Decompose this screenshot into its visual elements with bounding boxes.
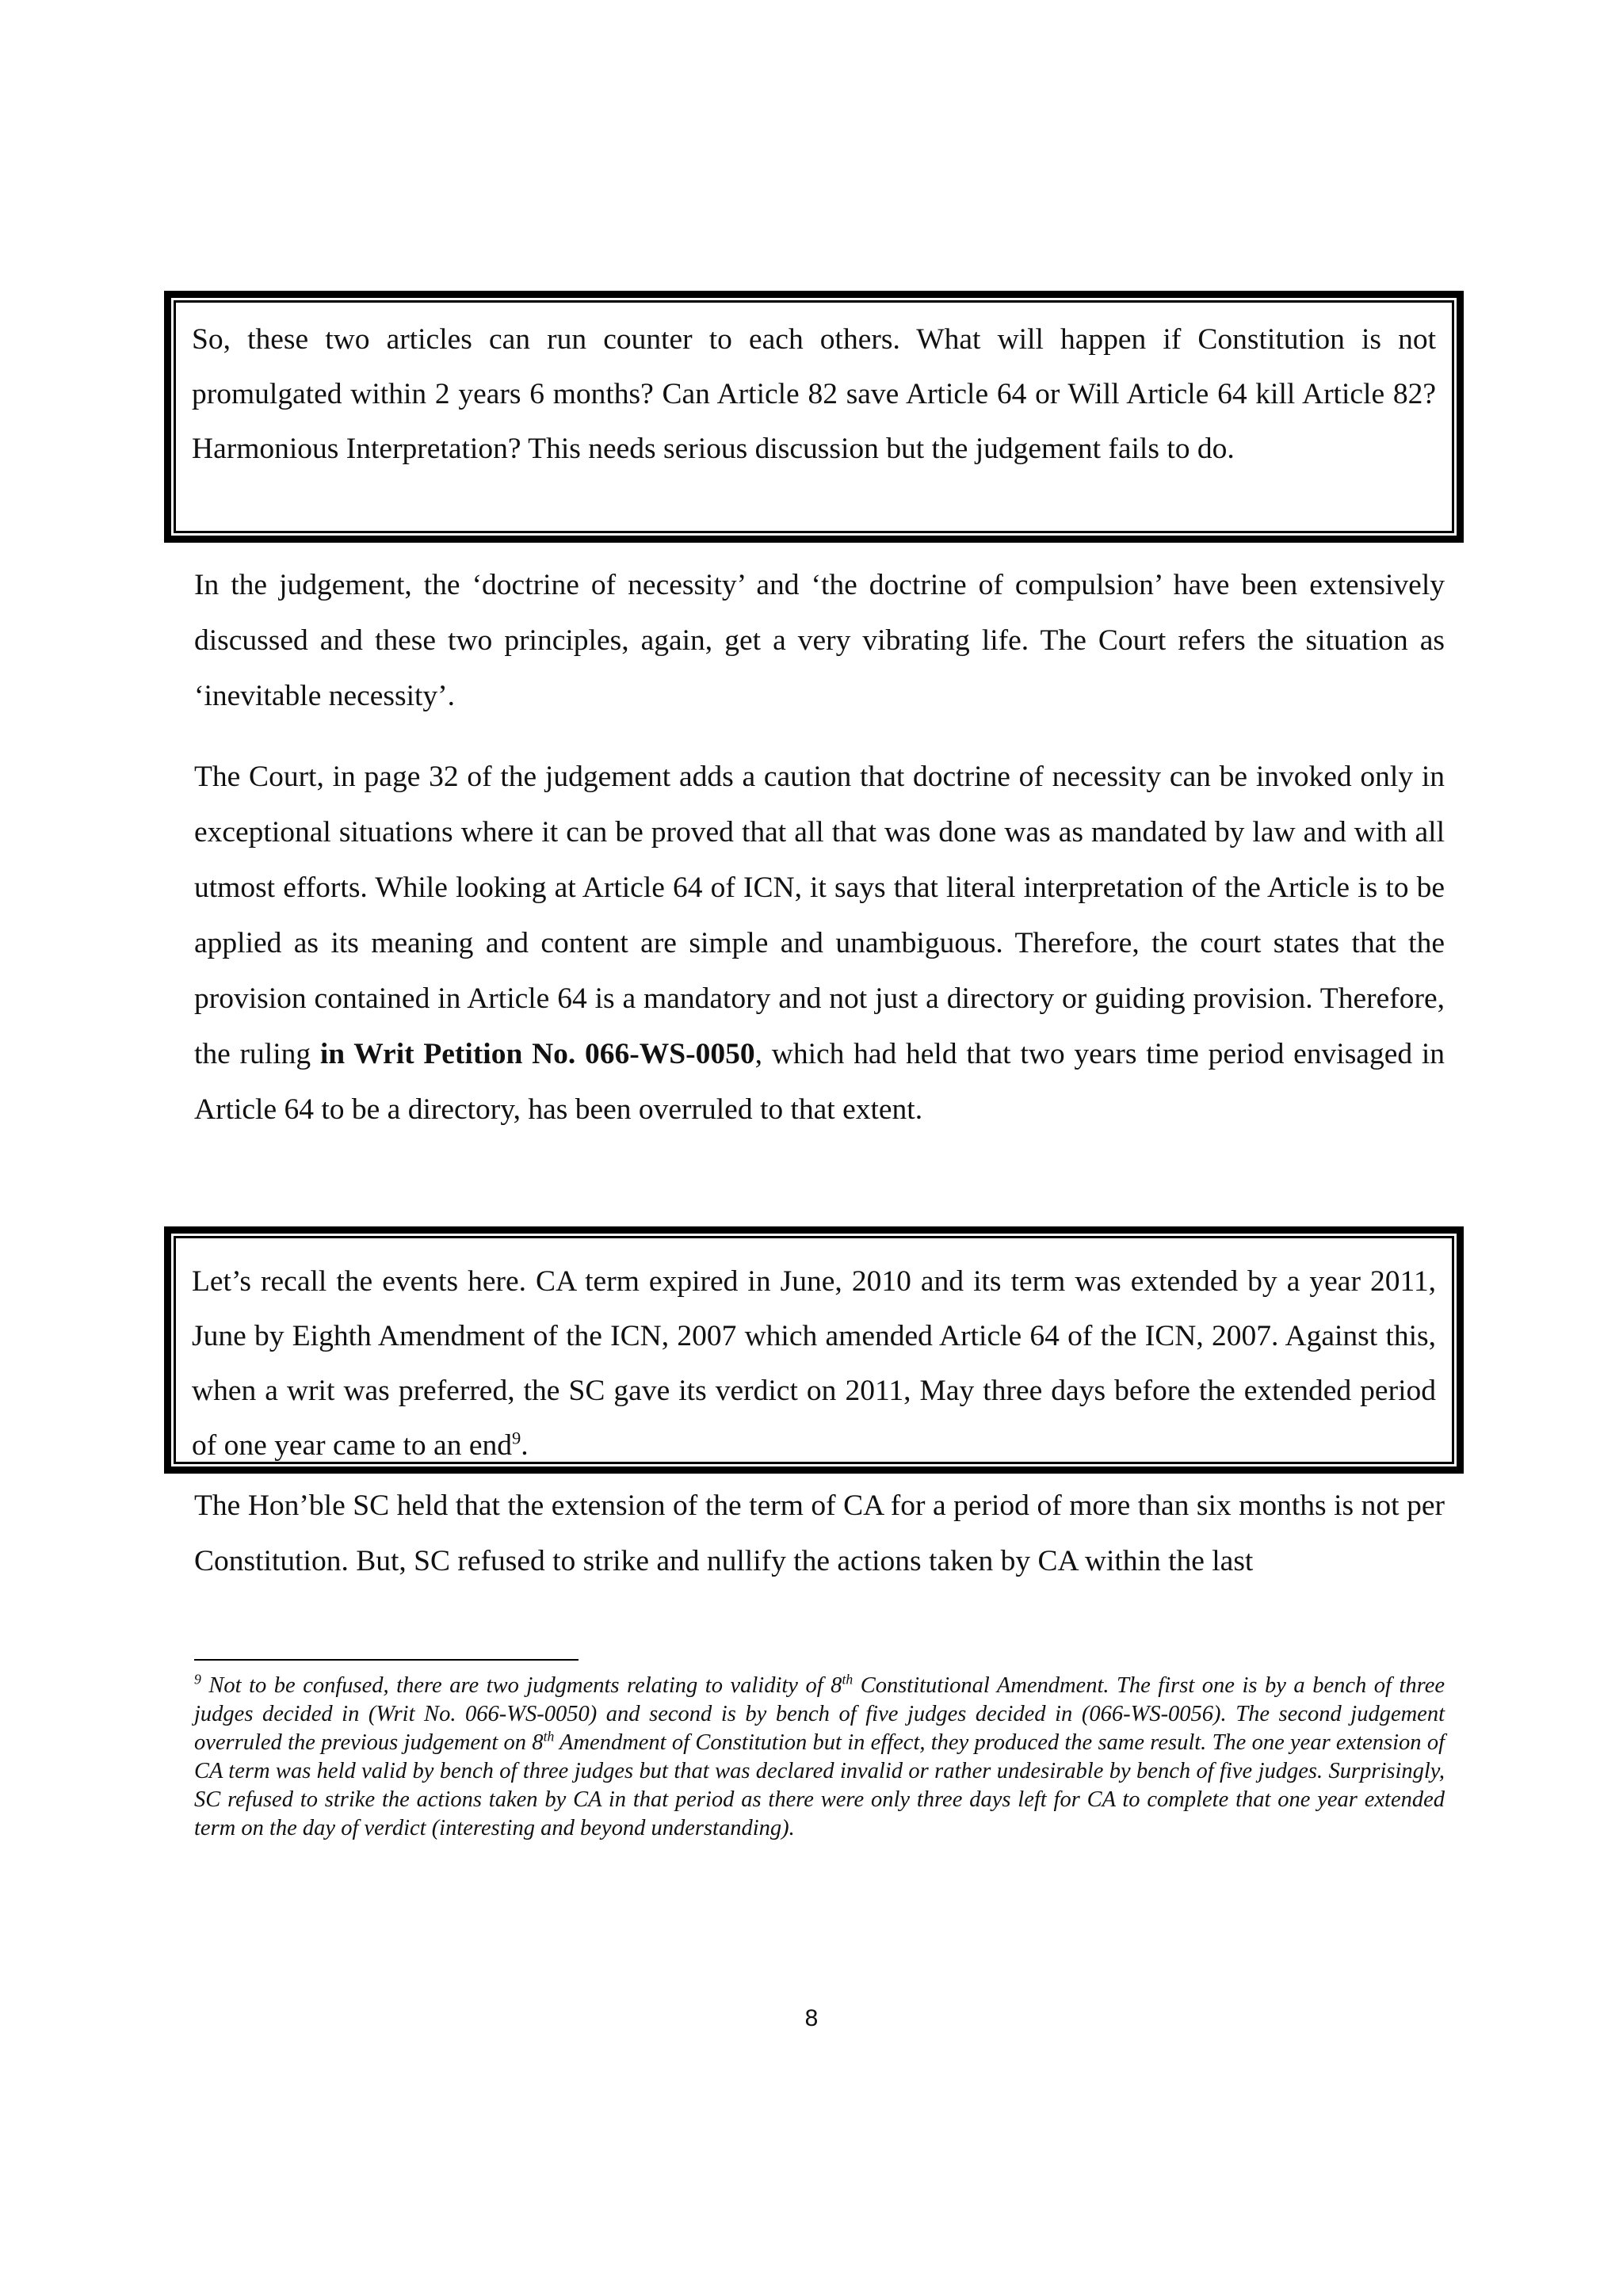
paragraph-text: In the judgement, the ‘doctrine of necessity’ and ‘the doctrine of compulsion’ have been extensively discussed and these two principles, again, get a very vibrating life. The Court refers the situation as ‘inevitable necessity’. [194,569,1445,712]
boxed-passage-inner [174,300,1454,533]
paragraph-court-caution [194,749,1445,1138]
boxed-passage-inner [174,1236,1454,1464]
paragraph-text-part: Let’s recall the events here. CA term expired in June, 2010 and its term was extended by a year 2011, June by Eighth Amendment of the ICN, 2007 which amended Article 64 of the ICN, 2007. Against this, when a writ was preferred, the SC gave its verdict on 2011, May three days before the extended period of one year came to an end [192,1265,1436,1462]
paragraph-text-part: The Court, in page 32 of the judgement adds a caution that doctrine of necessity can be invoked only in exceptional situations where it can be proved that all that was done was as mandated by law and with all utmost efforts. While looking at Article 64 of ICN, it says that literal interpretation of the Article is to be applied as its meaning and content are simple and unambiguous. Therefore, the court states that the provision contained in Article 64 is a mandatory and not just a directory or guiding provision. Therefore, the ruling [194,761,1445,1070]
writ-petition-reference: in Writ Petition No. 066-WS-0050 [319,1038,755,1070]
footnote-reference: 9 [511,1428,521,1448]
paragraph-text-part: , which had held that two years time period envisaged in Article 64 to be a directory, has been overruled to that extent. [194,1038,1445,1126]
boxed-paragraph [192,1254,1436,1473]
footnote-text-part: Constitutional Amendment. The first one is by a bench of three judges decided in (Writ No. 066-WS-0050) and second is by bench of five judges decided in (066-WS-0056). The second judgement overruled the previous judgement on 8 [194,1673,1445,1755]
paragraph-doctrine-of-necessity [194,558,1445,724]
paragraph-text-part: . [521,1429,529,1462]
footnote-separator [194,1659,579,1661]
footnote-marker: 9 [194,1671,201,1688]
boxed-passage-events [164,1226,1464,1474]
footnote-text-part: Amendment of Constitution but in effect, they produced the same result. The one year extension of CA term was held valid by bench of three judges but that was declared invalid or rather undesirable by bench of five judges. Surprisingly, SC refused to strike the actions taken by CA in that period as there were only three days left for CA to complete that one year extended term on the day of verdict (interesting and beyond understanding). [194,1730,1445,1840]
ordinal-suffix: th [543,1728,555,1745]
ordinal-suffix: th [842,1671,854,1688]
paragraph-text: The Hon’ble SC held that the extension of the term of CA for a period of more than six months is not per Constitution. But, SC refused to strike and nullify the actions taken by CA within the last [194,1489,1445,1577]
footnote-text-part: Not to be confused, there are two judgments relating to validity of 8 [200,1673,842,1698]
boxed-passage-articles [164,291,1464,543]
page-number: 8 [804,2005,819,2031]
paragraph-text [194,749,1445,1138]
footnote-9 [194,1672,1445,1843]
paragraph-sc-held [194,1478,1445,1589]
boxed-paragraph: So, these two articles can run counter to each others. What will happen if Constitution is not promulgated within 2 years 6 months? Can Article 82 save Article 64 or Will Article 64 kill Article 82? Harmonious Interpretation? This needs serious discussion but the judgement fails to do. [192,323,1436,465]
